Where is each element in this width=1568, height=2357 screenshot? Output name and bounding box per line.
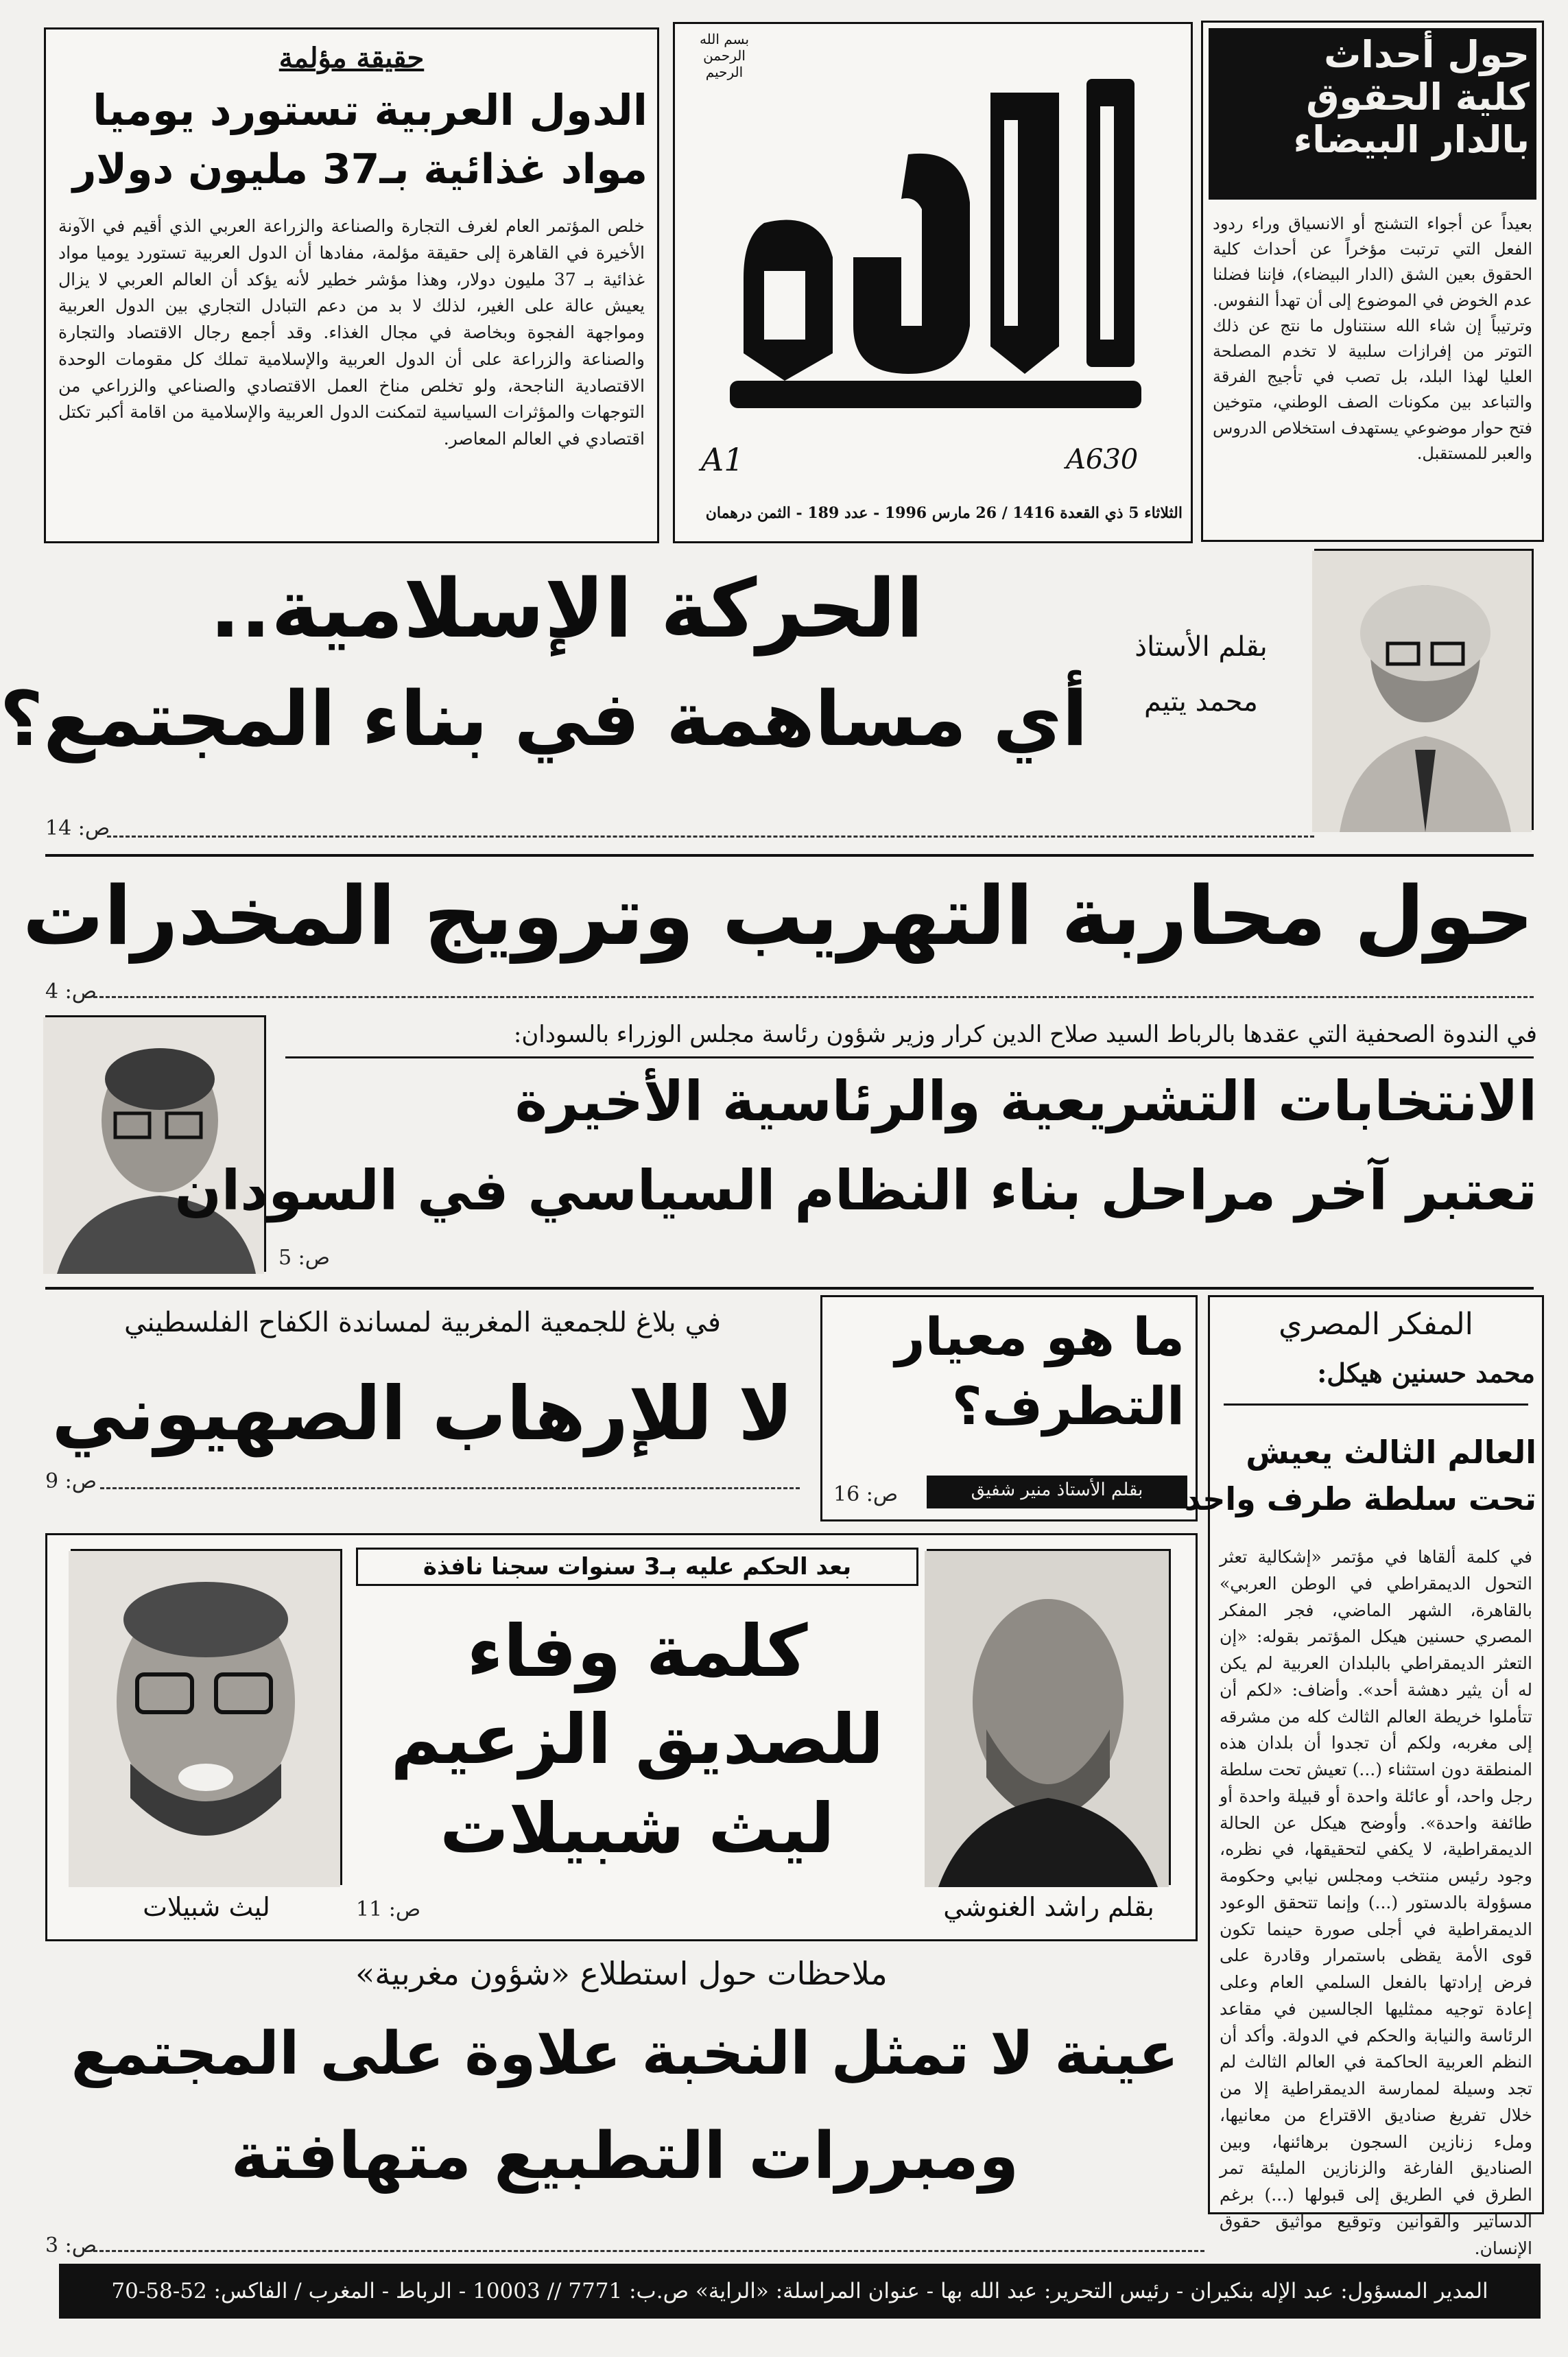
haykal-kicker-1: المفكر المصري <box>1279 1307 1473 1342</box>
survey-kicker: ملاحظات حول استطلاع «شؤون مغربية» <box>355 1955 888 1992</box>
survey-page-ref: ص: 3 <box>45 2234 97 2258</box>
logo-text-hidden <box>675 24 676 25</box>
portrait-yatim <box>1312 551 1532 832</box>
photo-laith-shbeilat <box>71 1549 342 1885</box>
extremism-byline: بقلم الأستاذ منير شفيق <box>971 1480 1143 1500</box>
shbeilat-kicker-strip <box>356 1548 918 1586</box>
zionism-kicker: في بلاغ للجمعية المغربية لمساندة الكفاح الفلسطيني <box>124 1307 721 1338</box>
top-left-body: خلص المؤتمر العام لغرف التجارة والصناعة والزراعة العربي الذي أقيم في الآونة الأخيرة في القاهرة إلى حقيقة مؤلمة، مفادها أن الدول العربية تستورد يوميا مواد غذائية بـ 37 مليون دولار، وهذا مؤشر خطير لأنه يؤكد أن العالم العربي لا يزال يعيش عالة على الغير، لذلك لا بد من دعم التبادل التجاري بين الدول العربية ومواجهة الفجوة وبخاصة في مجال الغذاء. وقد أجمع رجال الاقتصاد والتجارة والصناعة والزراعة على أن الدول العربية والإسلامية تملك كل مقومات الوحدة الاقتصادية الناجحة، ولو تخلص مناخ العمل الاقتصادي والصناعي والزراعي من التوجهات والمؤثرات السياسية لتمكنت الدول العربية والإسلامية من اقامة أكبر تكتل اقتصادي في العالم المعاصر. <box>58 216 645 449</box>
haykal-headline-1: العالم الثالث يعيش <box>1246 1434 1536 1471</box>
top-right-story-box <box>1201 21 1544 542</box>
photo-rached-ghannouchi <box>927 1549 1171 1885</box>
shbeilat-caption-left: ليث شبيلات <box>143 1892 270 1922</box>
shbeilat-headline-1: كلمة وفاء <box>466 1609 808 1693</box>
islamic-byline-prefix: بقلم الأستاذ <box>1135 631 1268 663</box>
extremism-box <box>820 1295 1198 1521</box>
rule-sudan-bottom <box>45 1287 1534 1290</box>
islamic-byline-name: محمد يتيم <box>1144 686 1258 718</box>
zionism-page-ref: ص: 9 <box>45 1469 97 1493</box>
survey-headline-2: ومبررات التطبيع متهافتة <box>230 2119 1019 2194</box>
rule-islamic <box>107 836 1314 838</box>
top-right-body: بعيداً عن أجواء التشنج أو الانسياق وراء ردود الفعل التي ترتبت مؤخراً عن أحداث كلية الحقوق بعين الشق (الدار البيضاء)، فإننا فضلنا عدم الخوض في الموضوع إلى أن تهدأ النفوس. وترتيباً إن شاء الله سنتناول ما نتج عن ذلك التوتر من إفرازات سلبية لا تخدم المصلحة العليا لهذا البلد، بل تصب في تأجيج الفرقة والتباعد بين مكونات الصف الوطني، متوخين فتح حوار موضوعي يستهدف استخلاص الدروس والعبر للمستقبل. <box>1213 214 1533 463</box>
basmala: بسم الله الرحمن الرحيم <box>699 31 750 80</box>
portrait-shbeilat <box>69 1551 340 1887</box>
extremism-headline-2: التطرف؟ <box>951 1375 1185 1436</box>
photo-mohamed-yatim <box>1314 549 1534 830</box>
top-right-headline-1: حول أحداث <box>1324 33 1530 76</box>
top-left-headline-2: مواد غذائية بـ37 مليون دولار <box>72 145 648 193</box>
footer-text: المدير المسؤول: عبد الإله بنكيران - رئيس التحرير: عبد الله بها - عنوان المراسلة: «الراية» ص.ب: 7771 // 10003 - الرباط - المغرب / الفاكس: 52-58-70 <box>111 2279 1488 2303</box>
islamic-headline-2: أي مساهمة في بناء المجتمع؟ <box>0 675 1088 763</box>
haykal-headline-2: تحت سلطة طرف واحد <box>1184 1480 1536 1517</box>
drugs-page-ref: ص: 4 <box>45 980 97 1004</box>
shbeilat-headline-2: للصديق الزعيم <box>390 1699 884 1779</box>
handwritten-right: A630 <box>1066 444 1139 475</box>
shbeilat-headline-3: ليث شبيلات <box>440 1788 835 1869</box>
rule-drugs-top <box>45 854 1534 857</box>
top-right-headline-3: بالدار البيضاء <box>1293 118 1530 162</box>
rule-zionism <box>100 1487 800 1489</box>
survey-headline-1: عينة لا تمثل النخبة علاوة على المجتمع <box>71 2020 1179 2088</box>
top-right-headline-2: كلية الحقوق <box>1306 75 1530 119</box>
zionism-headline: لا للإرهاب الصهيوني <box>51 1371 794 1457</box>
shbeilat-box <box>45 1533 1198 1941</box>
issue-line: الثلاثاء 5 ذي القعدة 1416 / 26 مارس 1996 - عدد 189 - الثمن درهمان <box>705 504 1183 522</box>
sudan-page-ref: ص: 5 <box>278 1246 331 1270</box>
top-left-headline-1: الدول العربية تستورد يوميا <box>93 85 648 135</box>
rule-haykal <box>1224 1403 1528 1406</box>
haykal-kicker-2: محمد حسنين هيكل: <box>1317 1358 1535 1388</box>
portrait-ghannouchi <box>925 1551 1169 1887</box>
sudan-headline-2: تعتبر آخر مراحل بناء النظام السياسي في السودان <box>174 1159 1537 1222</box>
portrait-karrar <box>43 1017 264 1274</box>
shbeilat-kicker: بعد الحكم عليه بـ3 سنوات سجنا نافذة <box>423 1553 852 1580</box>
top-left-kicker: حقيقة مؤلمة <box>278 42 425 74</box>
haykal-body: في كلمة ألقاها في مؤتمر «إشكالية تعثر التحول الديمقراطي في الوطن العربي» بالقاهرة، الشهر الماضي، فجر المفكر المصري حسنين هيكل المؤتمر بقوله: «إن التعثر الديمقراطي بالبلدان العربية لم يكن له أن يثير دهشة أحد». وأضاف: «لكم أن تتأملوا خريطة العالم الثالث كله من مشرقه إلى مغربه، ولكم أن تجدوا أن بلدان هذه المنطقة دون استثناء (...) تعيش تحت سلطة رجل واحد، أو عائلة واحدة أو قبيلة واحدة أو طائفة واحدة». وأوضح هيكل عن الحالة الديمقراطية، لا يكفي لتحقيقها، في نظره، وجود رئيس منتخب ومجلس نيابي وحكومة مسؤولة بالدستور (...) وإنما تتحقق الوعود الديمقراطية في أجلى صورة حينما تكون قوى الأمة يقظى باستمرار وقادرة على فرض إرادتها بالفعل السلمي العام وعلى إعادة توجيه ممثليها الجالسين في مقاعد الرئاسة والنيابة والحكم في الدولة. وأكد أن النظم العربية الحاكمة في العالم الثالث لم تجد وسيلة لممارسة الديمقراطية إلا من خلال تفريغ صناديق الاقتراع من معانيها، وملء زنازين السجون برهائنها، وبين الصناديق الفارغة والزنازين المليئة تمر الطرق في الطريق إلى قبولها (...) برغم الدساتير والقوانين وتوقيع مواثيق حقوق الإنسان. <box>1220 1547 1532 2258</box>
rule-sudan-kicker <box>285 1056 1534 1058</box>
logo <box>702 51 1169 436</box>
shbeilat-caption-right: بقلم راشد الغنوشي <box>943 1892 1154 1922</box>
sudan-headline-1: الانتخابات التشريعية والرئاسية الأخيرة <box>514 1069 1537 1133</box>
shbeilat-page-ref: ص: 11 <box>356 1897 421 1921</box>
logo-art <box>702 51 1169 436</box>
islamic-headline-1: الحركة الإسلامية.. <box>209 561 924 656</box>
rule-survey <box>93 2250 1204 2252</box>
photo-salah-karrar <box>45 1015 266 1272</box>
islamic-page-ref: ص: 14 <box>45 816 110 840</box>
sudan-kicker: في الندوة الصحفية التي عقدها بالرباط السيد صلاح الدين كرار وزير شؤون رئاسة مجلس الوزراء بالسودان: <box>513 1021 1537 1048</box>
masthead-box <box>673 22 1193 543</box>
top-right-headline-block <box>1209 28 1536 200</box>
extremism-byline-strip <box>927 1476 1187 1508</box>
handwritten-left: A1 <box>701 441 744 478</box>
rule-drugs <box>93 996 1534 998</box>
footer-strip <box>59 2264 1541 2319</box>
top-left-story-box <box>44 27 659 543</box>
drugs-headline: حول محاربة التهريب وترويج المخدرات <box>22 868 1534 963</box>
haykal-box <box>1184 1295 1544 2258</box>
extremism-page-ref: ص: 16 <box>833 1482 899 1506</box>
extremism-headline-1: ما هو معيار <box>894 1306 1185 1367</box>
